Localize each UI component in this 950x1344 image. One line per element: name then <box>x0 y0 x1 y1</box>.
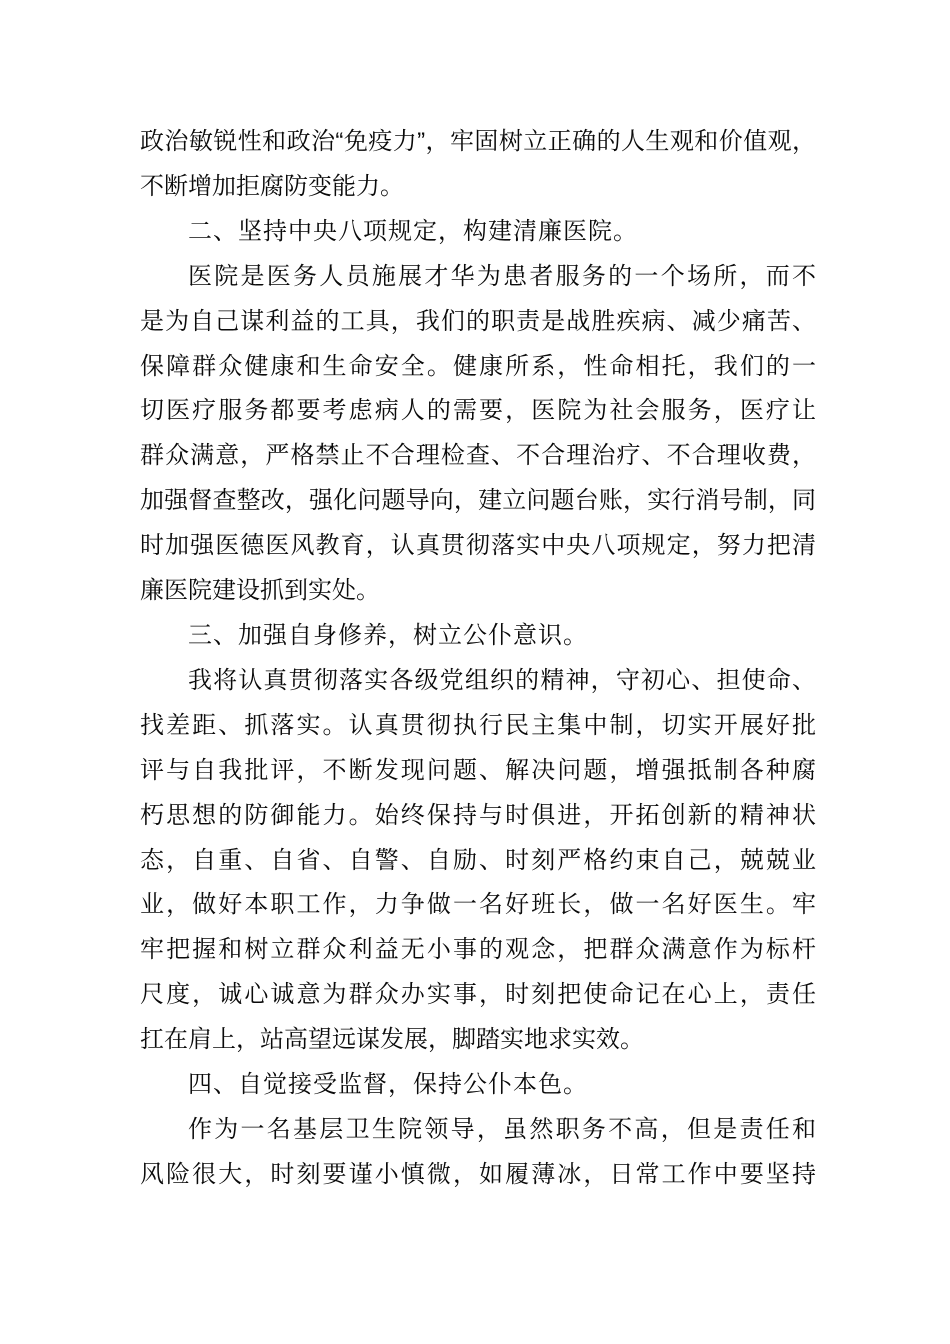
text-line: 是为自己谋利益的工具，我们的职责是战胜疾病、减少痛苦、 <box>140 307 816 335</box>
text-line: 找差距、抓落实。认真贯彻执行民主集中制，切实开展好批 <box>140 711 816 739</box>
text-line: 尺度，诚心诚意为群众办实事，时刻把使命记在心上，责任 <box>140 981 816 1009</box>
text-line: 风险很大，时刻要谨小慎微，如履薄冰，日常工作中要坚持 <box>140 1160 816 1188</box>
text-line: 政治敏锐性和政治“免疫力”，牢固树立正确的人生观和价值观， <box>140 128 816 155</box>
text-line: 态，自重、自省、自警、自励、时刻严格约束自己，兢兢业 <box>140 846 816 874</box>
text-line: 朽思想的防御能力。始终保持与时俱进，开拓创新的精神状 <box>140 801 816 829</box>
section-heading: 四、自觉接受监督，保持公仆本色。 <box>188 1071 588 1099</box>
text-line: 医院是医务人员施展才华为患者服务的一个场所，而不 <box>188 262 816 290</box>
section-heading: 二、坚持中央八项规定，构建清廉医院。 <box>188 217 638 245</box>
text-line: 切医疗服务都要考虑病人的需要，医院为社会服务，医疗让 <box>140 397 816 425</box>
text-line: 保障群众健康和生命安全。健康所系，性命相托，我们的一 <box>140 352 816 380</box>
section-heading: 三、加强自身修养，树立公仆意识。 <box>188 621 588 649</box>
text-line: 不断增加拒腐防变能力。 <box>140 172 404 200</box>
text-line: 评与自我批评，不断发现问题、解决问题，增强抵制各种腐 <box>140 756 816 784</box>
text-line: 牢把握和树立群众利益无小事的观念，把群众满意作为标杆 <box>140 936 816 964</box>
text-line: 业，做好本职工作，力争做一名好班长，做一名好医生。牢 <box>140 891 816 919</box>
text-line: 加强督查整改，强化问题导向，建立问题台账，实行消号制，同 <box>140 487 816 515</box>
text-line: 作为一名基层卫生院领导，虽然职务不高，但是责任和 <box>188 1115 816 1143</box>
text-line: 我将认真贯彻落实各级党组织的精神，守初心、担使命、 <box>188 666 816 694</box>
text-line: 廉医院建设抓到实处。 <box>140 577 380 605</box>
text-line: 扛在肩上，站高望远谋发展，脚踏实地求实效。 <box>140 1026 644 1054</box>
text-line: 时加强医德医风教育，认真贯彻落实中央八项规定，努力把清 <box>140 532 816 560</box>
text-line: 群众满意，严格禁止不合理检查、不合理治疗、不合理收费， <box>140 442 816 470</box>
document-body <box>140 120 816 1198</box>
